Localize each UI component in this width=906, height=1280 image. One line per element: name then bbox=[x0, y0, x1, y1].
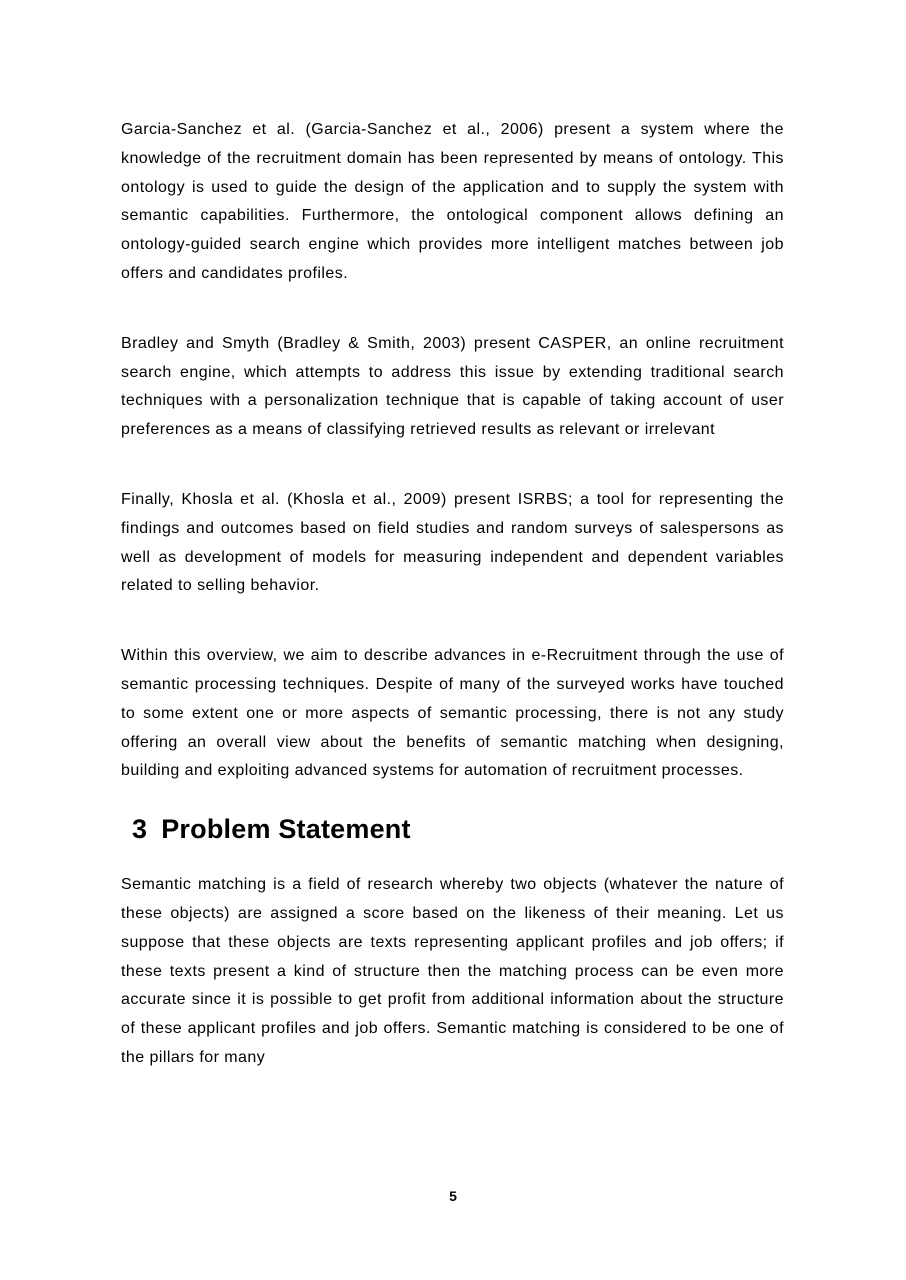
paragraph-spacer bbox=[121, 601, 784, 642]
paragraph-spacer bbox=[121, 445, 784, 486]
section-title: Problem Statement bbox=[161, 814, 411, 845]
paragraph-overview: Within this overview, we aim to describe advances in e-Recruitment through the use of semantic processing techniques. Despite of many of the surveyed works have touched to some extent one or more aspects of semantic processing, there is not any study offering an overall view about the benefits of semantic matching when designing, building and exploiting advanced systems for automation of recruitment processes. bbox=[121, 647, 784, 780]
paragraph-spacer bbox=[121, 289, 784, 330]
page-number: 5 bbox=[449, 1188, 457, 1204]
section-heading bbox=[132, 814, 784, 845]
paragraph-problem-statement: Semantic matching is a field of research whereby two objects (whatever the nature of these objects) are assigned a score based on the likeness of their meaning. Let us suppose that these objects are texts representing applicant profiles and job offers; if these texts present a kind of structure then the matching process can be even more accurate since it is possible to get profit from additional information about the structure of these applicant profiles and job offers. Semantic matching is considered to be one of the pillars for many bbox=[121, 876, 784, 1066]
paragraph-garcia-sanchez: Garcia-Sanchez et al. (Garcia-Sanchez et al., 2006) present a system where the knowledge of the recruitment domain has been represented by means of ontology. This ontology is used to guide the design of the application and to supply the system with semantic capabilities. Furthermore, the ontological component allows defining an ontology-guided search engine which provides more intelligent matches between job offers and candidates profiles. bbox=[121, 121, 784, 282]
paragraph-khosla: Finally, Khosla et al. (Khosla et al., 2009) present ISRBS; a tool for representing the findings and outcomes based on field studies and random surveys of salespersons as well as development of models for measuring independent and dependent variables related to selling behavior. bbox=[121, 490, 784, 595]
page-body bbox=[121, 116, 784, 1073]
paragraph-bradley-smyth: Bradley and Smyth (Bradley & Smith, 2003) present CASPER, an online recruitment search engine, which attempts to address this issue by extending traditional search techniques with a personalization technique that is capable of taking account of user preferences as a means of classifying retrieved results as relevant or irrelevant bbox=[121, 334, 784, 439]
section-number: 3 bbox=[132, 814, 148, 845]
